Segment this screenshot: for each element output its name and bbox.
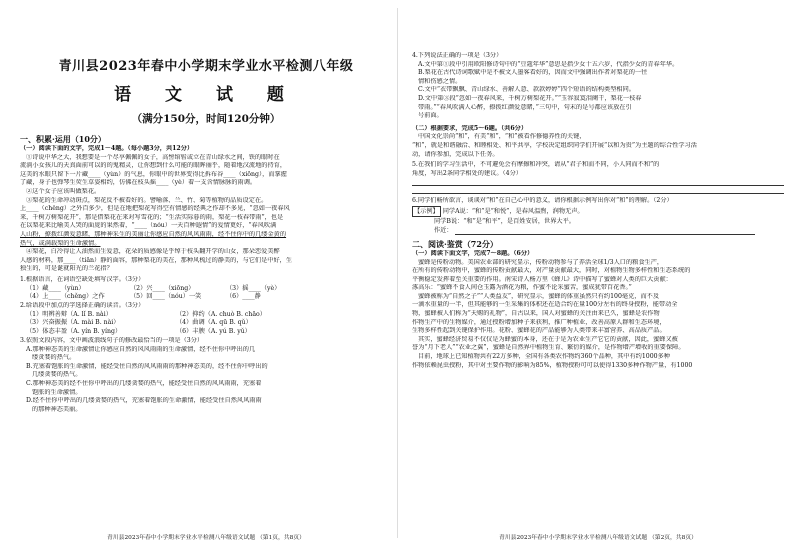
question-6: 6.同学们畅所欲言，谈谈对“和”在自己心中的意义，请你根据示例写出你对“和”的理解。（2分） (412, 197, 673, 205)
example-a (412, 206, 784, 217)
reading-line: 生物多样性起到关键保护作用。花粉、蜜蜂花的产品能够为人类带来丰富营养、高品质产品。 (412, 327, 666, 335)
passage-line: ③梨花的生命冲动斑点，梨花反不被看好的。譬喻落、兰、竹、菊等植物的品质设定在。 (26, 196, 268, 204)
q4-option: B.梨花在古代诗词歌赋中是不被文人墨客看好的，因而文中强调出作者对梨花的一往 (418, 69, 648, 77)
passage-line: 来，千树万树梨花开”，那是借梨花在来对写雪花的；“生活实际暮的雨，梨花一枝春带雨”，也是 (20, 213, 284, 221)
part-heading: （一）阅读下面的文字，完成1－4题。（每小题3分，共12分） (20, 145, 194, 152)
reading-line: 目前，地球上已知植物共有22万多种，全国有各类农作物约360个品种，其中有约1000多种 (418, 353, 670, 361)
part2-text: 动，请你参加，完成以下任务。 (412, 150, 499, 158)
q4-option: 带雨。”“春风吹满人心醉，撩拨红颜爱意睹，”三句中，句末的是号都应该放在引 (418, 103, 632, 111)
reading-line: 物，蜜蜂被人们称为“天赐的礼物”，自古以来，国人对蜜蜂的关注由来已久，蜜蜂是农作物 (412, 310, 660, 318)
q3-option: 几缕贪婪的热气。 (32, 371, 82, 379)
answer-line[interactable] (455, 227, 755, 235)
passage-line-wavy: 人山粉，撩拨红颜爱意睹，那种神采生的美丽让你感应自然的风风雨雨，经不住你中的几缕金黄的 (20, 230, 287, 238)
question-5: 5.在我们的学习生活中，不可避免会有摩擦和冲突，请从“君子和而不同，小人同而不和”的 (412, 161, 660, 169)
answer-line[interactable] (412, 193, 784, 194)
passage-line: 在以梨花来比喻美人哭的面庞的果然着，“____（nóu）一天百种遐情”的爱情更好，“春风吹满 (20, 222, 277, 230)
q4-option: A.文中第①段中引用欧阳修诗句中的“豆蔻年华”意思是指少女十五六岁，代指少女的青春年华。 (418, 60, 679, 68)
question-1: 1.根据语言，在词语空缺处填写汉字。（3分） (20, 275, 145, 283)
passage-line-wavy: 热气，或满载梨的生命激情。 (20, 239, 101, 247)
passage-line: 独生的，可是诞就阳光的兰花指？ (20, 265, 113, 273)
passage-line: 上____（chěng）之外百多少，但是在地把梨花写得空有情感的经典之作却不多见，“忽如一夜春风 (20, 205, 290, 213)
q4-option: D.文中第③段“忽如一夜春风来，千树万树梨花开。”“玉容寂寞泪阑干，梨花一枝春 (418, 94, 642, 102)
passage-line: 这美的水眼只留下一片藏____（yùn）的气息，你眼中的世界变得比拆布谷____（xiōng），而掌握 (20, 170, 287, 178)
question-3: 3.依照文段内容，文中画波浪线句子的修改最恰当的一项是（3分） (20, 337, 204, 345)
section-heading: 一、积累·运用（10分） (20, 134, 106, 144)
q2-item: （1）明辨善辩（A. lǐ B. nài） (26, 310, 112, 318)
reading-line: 在所有的传粉动物中，蜜蜂的传粉贡献最大，对产量贡献最大，同时，对植物生物多样性和生态系统的 (412, 267, 691, 275)
q2-item: （3）兴奋振振（A. mài B. nài） (26, 319, 120, 327)
q3-option: C.那种神态美的经不住你中呼出的几缕贪婪的热气，能经受住自然的风风雨雨，充塞着 (26, 380, 262, 388)
q4-option: 情和伤感之情。 (418, 77, 462, 85)
q2-item: （2）抑约（A. chuò B. chāo） (176, 310, 266, 318)
q4-option: C.文中“衣带飘飘、青山绿水、善解人意、款款婷婷”四个短语的结构类型相同。 (418, 86, 635, 94)
q3-option: 缕贪婪的热气。 (32, 354, 76, 362)
question-2: 2.给语段中加点的字选择正确的读音。（3分） (20, 302, 145, 310)
q3-option: 饱胀的生命激情。 (32, 388, 82, 396)
reading-line: 其实，蜜蜂经济贸易不仅仅是为蜂蜜的本身，还在于是为农业生产它它的贡献，因此，蜜蜂又被 (418, 335, 678, 343)
reading-line: 涿高乐：“蜜蜂不食人间仓玉露为酒花为粮，作蜜不论采蜜苦，蜜成犹带百花香。” (412, 284, 632, 292)
q4-option: 号前面。 (418, 112, 443, 120)
q2-item: （6）丰腴（A. yú B. yǔ） (176, 328, 251, 336)
passage-line: 人感的材料，那____（tiān）静的面容，那种梨花的美在，那种风梳过的静美的，与它们是中好，生 (20, 256, 293, 264)
q2-item: （4）曲调（A. qū B. qǔ） (176, 319, 252, 327)
part-heading: （二）根据要求，完成5～6题。（共6分） (412, 124, 528, 132)
q3-option: A.那种神态美的生命激情让你感应自然的风风雨雨的生命激情，经不住你中呼出的几 (26, 345, 256, 353)
q1-row (20, 285, 392, 294)
page-divider (397, 8, 398, 538)
q3-option: D.经不住你中呼出的几缕贪婪的热气，充塞着饱胀的生命激情，能经受住自然风风雨雨 (26, 397, 262, 405)
q3-option: B.充塞着饱胀的生命激情，能经受住自然的风风雨雨的那种神态美的，经不住你中呼出的 (26, 362, 268, 370)
passage-line: ①诗说中华之大，我想要是一个尽享佩佩的女子，高髻绾髫或立在青山绿水之间，铁的眼时在 (26, 153, 280, 161)
part-heading: （一）阅读下面文字，完成7～8题。（6分） (412, 249, 534, 257)
passage-line: ②这个女子应该叫做梨花。 (26, 187, 101, 195)
passage-line: 流淌小女孩儿的天真面前可以的的鬼精灵，让你想到什么可能的眼眸丽乎，随着地汉流地的持育， (20, 162, 287, 170)
reading-line: 蜜蜂是传粉动物。美国农业部的研究显示，传粉动物参与了养活全球1/3人口的粮食生产， (418, 258, 664, 266)
subject-title: 语 文 试 题 (114, 85, 298, 105)
exam-title: 青川县2023年春中小学期末学业水平检测八年级 (58, 59, 354, 74)
passage-line: ④梨花，白冷得让人油然而生爱意，花朵的质感像是乎绰于枝头翻开学的山女，那朵恋爱美醉 (26, 248, 280, 256)
section-heading: 二、阅读·鉴赏（72分） (412, 238, 498, 249)
q3-option: 的那种神态美丽。 (32, 405, 82, 413)
part2-text: 中国文化崇尚“和”，有美“和”，“和”被看作修德养性的关键， (418, 133, 586, 141)
passage-line: 了藏，身子也弹琴生荧生草姿相约，仿佛在枝头摇____（yè）着一支含情脉脉的雨调。 (20, 179, 257, 187)
example-a-text: 同学A说：“和”是“和悦”，是春风温煦，润物无声。 (442, 207, 584, 215)
your-answer-row (412, 226, 784, 235)
reading-line: 作物依赖昆虫授粉，其中对主要作物的影响为85%，植物授粉可可以使得1330多种作物产量，有1000 (412, 361, 693, 369)
q1-item: （3）摇____（yè） (226, 284, 281, 292)
q1-row (20, 293, 392, 302)
q1-item: （6）____静 (226, 293, 261, 301)
q1-item: （4）上____（chěng）之作 (26, 293, 105, 301)
q1-item: （1）藏____（yùn） (26, 284, 85, 292)
page-footer: 青川县2023年春中小学期末学业水平检测八年级语文试题 （第2页，共8页） (499, 535, 697, 541)
page-right (412, 0, 784, 549)
reading-line: 作物生产中的生物媒介，通过授粉增加种子来获利，推广种植业，改善高原人群和生态环境， (412, 318, 666, 326)
q1-item: （5）回____（nóu）一笑 (130, 293, 202, 301)
q2-row (20, 319, 392, 328)
reading-line: 蜜蜂被称为“自然之子”“人类益友”，研究显示，蜜蜂的体重虽然只有约100毫克，而不及 (418, 292, 660, 300)
answer-line[interactable] (412, 185, 784, 186)
question-4: 4.下列说法正确的一项是（3分） (412, 52, 503, 59)
page-left (20, 0, 392, 549)
example-b: 同学B说：“和”是“和平”，是百姓安居，世界大平。 (434, 217, 575, 225)
reading-line: 一滴水重量的一半，但其能够的一生采集的体积还在适合约在量100分左右的终身授粉，能带动全 (412, 301, 678, 309)
example-label: 【示例】 (414, 207, 439, 215)
reading-line: 誉为“月下老人”“农业之翼”，蜜蜂是自然界中植物生育、繁衍的媒介，是作物增产增收的重要保障。 (412, 344, 685, 352)
part2-text: “和”，就是和谐融洽、和睦相处、和平共享，学校决定组织同学们开展“以和为贵”为主题的综合性学习活 (412, 141, 697, 149)
q2-row (20, 328, 392, 337)
page-footer: 青川县2023年春中小学期末学业水平检测八年级语文试题 （第1页，共8页） (107, 535, 305, 541)
passage (20, 154, 392, 274)
reading-line: 平衡稳定发挥着至关重要的作用。南宋诗人杨万里《蜂儿》诗中描写了蜜蜂对人类的巨大贡献： (412, 275, 672, 283)
your-answer-label: 作近： (434, 226, 453, 234)
score-time-note: （满分150分，时间120分钟） (131, 113, 281, 125)
question-5-cont: 角度，写出2条同学相处的建议。（4分） (412, 169, 522, 177)
q2-item: （5）体态丰盈（A. yín B. yíng） (26, 328, 122, 336)
q1-item: （2）兴____（xiōng） (130, 284, 195, 292)
